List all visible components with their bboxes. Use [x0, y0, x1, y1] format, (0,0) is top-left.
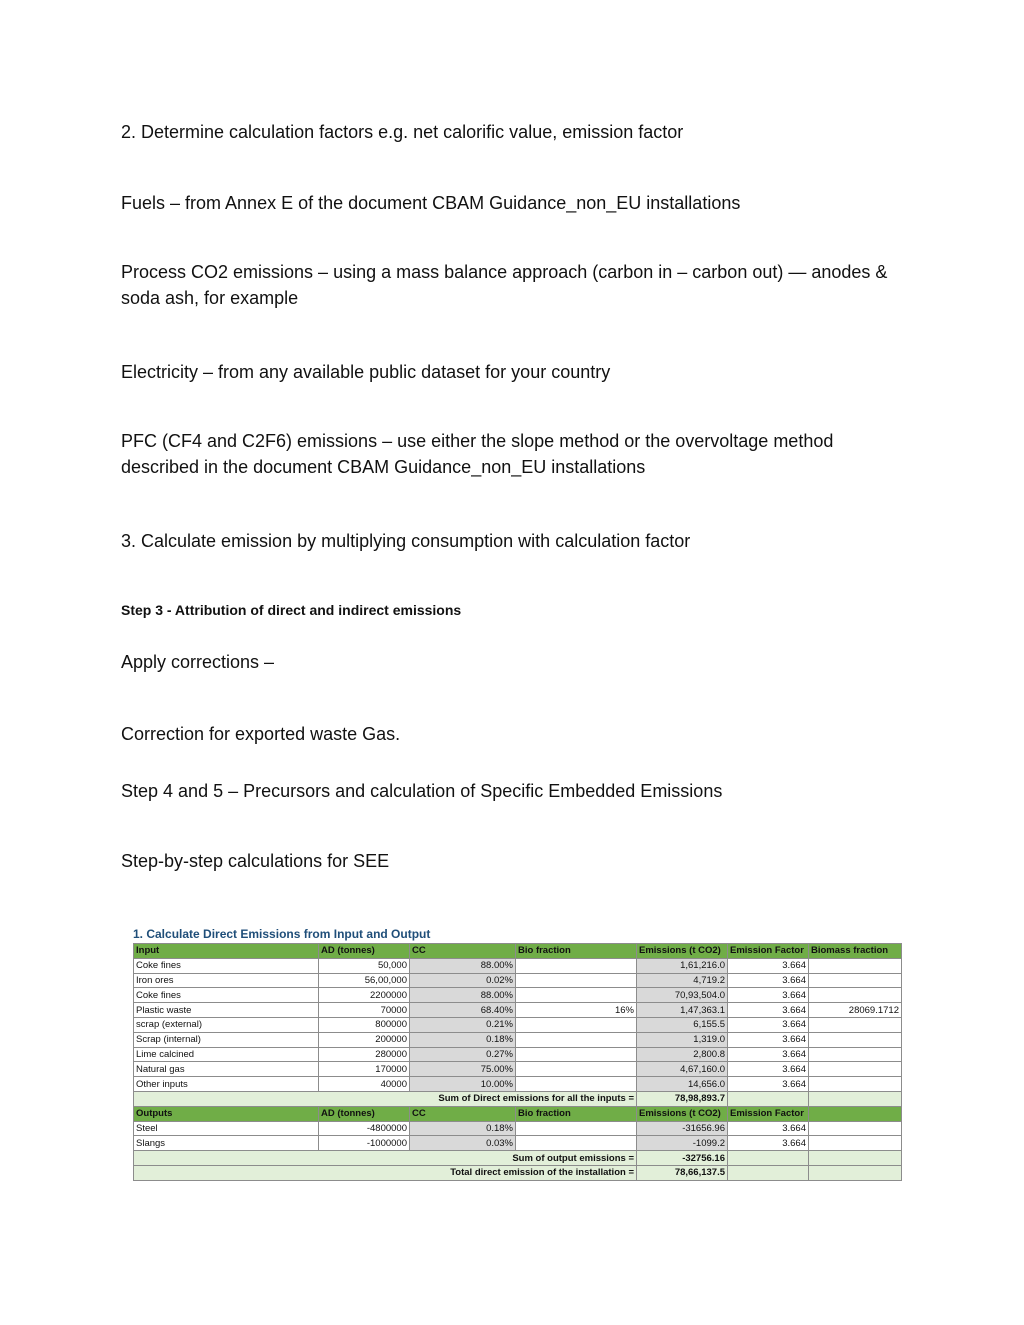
- table-cell: 1,47,363.1: [637, 1003, 728, 1018]
- table-cell: 0.21%: [410, 1017, 516, 1032]
- header-cell: [809, 1106, 902, 1121]
- table-cell: [809, 988, 902, 1003]
- empty-cell: [728, 1165, 809, 1180]
- table-row: [134, 1136, 902, 1151]
- direct-emissions-figure: [133, 925, 901, 1181]
- paragraph-pfc: PFC (CF4 and C2F6) emissions – use either the slope method or the overvoltage method described in the document CBAM Guidance_non_EU installations: [121, 431, 834, 477]
- table-cell: Other inputs: [134, 1077, 319, 1092]
- sum-value: 78,66,137.5: [637, 1165, 728, 1180]
- header-cell: AD (tonnes): [319, 944, 410, 959]
- sum-label: Sum of Direct emissions for all the inputs =: [134, 1091, 637, 1106]
- header-cell: Biomass fraction: [809, 944, 902, 959]
- table-cell: [809, 958, 902, 973]
- table-row: [134, 1047, 902, 1062]
- table-cell: 3.664: [728, 973, 809, 988]
- emissions-table: [133, 943, 902, 1181]
- table-cell: 3.664: [728, 1136, 809, 1151]
- table-cell: 3.664: [728, 1047, 809, 1062]
- table-cell: [516, 988, 637, 1003]
- table-cell: [516, 1032, 637, 1047]
- empty-cell: [809, 1165, 902, 1180]
- table-cell: 3.664: [728, 1003, 809, 1018]
- table-cell: Lime calcined: [134, 1047, 319, 1062]
- paragraph-apply-corrections: Apply corrections –: [121, 652, 275, 672]
- table-cell: [516, 973, 637, 988]
- paragraph-waste-gas: Correction for exported waste Gas.: [121, 724, 401, 744]
- table-cell: 2,800.8: [637, 1047, 728, 1062]
- table-cell: 800000: [319, 1017, 410, 1032]
- paragraph-step4-5: Step 4 and 5 – Precursors and calculation of Specific Embedded Emissions: [121, 781, 723, 801]
- table-row: [134, 1003, 902, 1018]
- table-row: [134, 1077, 902, 1092]
- table-cell: [516, 1017, 637, 1032]
- paragraph-fuels: Fuels – from Annex E of the document CBAM Guidance_non_EU installations: [121, 193, 741, 213]
- table-row: [134, 988, 902, 1003]
- table-cell: [516, 1047, 637, 1062]
- header-cell: CC: [410, 1106, 516, 1121]
- empty-cell: [809, 1091, 902, 1106]
- table-cell: [809, 1077, 902, 1092]
- table-cell: 3.664: [728, 1017, 809, 1032]
- table-cell: -4800000: [319, 1121, 410, 1136]
- table-cell: 0.02%: [410, 973, 516, 988]
- table-cell: 70,93,504.0: [637, 988, 728, 1003]
- header-cell: Outputs: [134, 1106, 319, 1121]
- table-cell: [516, 1121, 637, 1136]
- table-cell: 68.40%: [410, 1003, 516, 1018]
- table-cell: 10.00%: [410, 1077, 516, 1092]
- table-cell: [809, 1121, 902, 1136]
- table-cell: Plastic waste: [134, 1003, 319, 1018]
- table-cell: [516, 958, 637, 973]
- table-cell: 0.27%: [410, 1047, 516, 1062]
- paragraph-electricity: Electricity – from any available public dataset for your country: [121, 362, 611, 382]
- paragraph-calculate-emission: 3. Calculate emission by multiplying consumption with calculation factor: [121, 531, 691, 551]
- table-cell: 14,656.0: [637, 1077, 728, 1092]
- empty-cell: [728, 1091, 809, 1106]
- output-sum-row: [134, 1151, 902, 1166]
- total-row: [134, 1165, 902, 1180]
- table-cell: 6,155.5: [637, 1017, 728, 1032]
- table-cell: 70000: [319, 1003, 410, 1018]
- table-cell: Natural gas: [134, 1062, 319, 1077]
- sum-label: Sum of output emissions =: [134, 1151, 637, 1166]
- table-cell: 3.664: [728, 1077, 809, 1092]
- table-row: [134, 1062, 902, 1077]
- table-cell: 3.664: [728, 1121, 809, 1136]
- table-cell: 1,319.0: [637, 1032, 728, 1047]
- table-cell: 88.00%: [410, 988, 516, 1003]
- table-cell: Scrap (internal): [134, 1032, 319, 1047]
- figure-title: 1. Calculate Direct Emissions from Input and Output: [133, 927, 431, 941]
- table-cell: Coke fines: [134, 958, 319, 973]
- table-cell: 75.00%: [410, 1062, 516, 1077]
- step3-heading: Step 3 - Attribution of direct and indirect emissions: [121, 602, 462, 618]
- table-cell: [809, 1136, 902, 1151]
- table-row: [134, 1017, 902, 1032]
- sum-value: -32756.16: [637, 1151, 728, 1166]
- table-cell: 88.00%: [410, 958, 516, 973]
- table-cell: -1000000: [319, 1136, 410, 1151]
- table-cell: Steel: [134, 1121, 319, 1136]
- table-row: [134, 958, 902, 973]
- table-cell: 2200000: [319, 988, 410, 1003]
- sum-value: 78,98,893.7: [637, 1091, 728, 1106]
- table-cell: 4,719.2: [637, 973, 728, 988]
- table-cell: -31656.96: [637, 1121, 728, 1136]
- output-header-row: [134, 1106, 902, 1121]
- empty-cell: [728, 1151, 809, 1166]
- table-cell: 3.664: [728, 958, 809, 973]
- table-cell: [809, 1062, 902, 1077]
- header-cell: Emissions (t CO2): [637, 1106, 728, 1121]
- table-cell: 1,61,216.0: [637, 958, 728, 973]
- header-cell: Input: [134, 944, 319, 959]
- table-cell: 3.664: [728, 988, 809, 1003]
- paragraph-process-co2: Process CO2 emissions – using a mass balance approach (carbon in – carbon out) — anodes & soda ash, for example: [121, 262, 888, 308]
- empty-cell: [809, 1151, 902, 1166]
- table-cell: [809, 973, 902, 988]
- header-cell: Bio fraction: [516, 944, 637, 959]
- table-cell: Iron ores: [134, 973, 319, 988]
- table-cell: 50,000: [319, 958, 410, 973]
- paragraph-calculation-factors: 2. Determine calculation factors e.g. net calorific value, emission factor: [121, 122, 684, 142]
- table-row: [134, 1032, 902, 1047]
- table-cell: [516, 1136, 637, 1151]
- sum-label: Total direct emission of the installation =: [134, 1165, 637, 1180]
- header-cell: Emission Factor: [728, 1106, 809, 1121]
- table-cell: [809, 1017, 902, 1032]
- table-cell: 28069.1712: [809, 1003, 902, 1018]
- table-row: [134, 1121, 902, 1136]
- table-cell: [516, 1062, 637, 1077]
- table-cell: 16%: [516, 1003, 637, 1018]
- table-cell: 56,00,000: [319, 973, 410, 988]
- table-cell: 3.664: [728, 1032, 809, 1047]
- input-header-row: [134, 944, 902, 959]
- paragraph-see: Step-by-step calculations for SEE: [121, 851, 390, 871]
- table-cell: [516, 1077, 637, 1092]
- table-cell: Slangs: [134, 1136, 319, 1151]
- table-cell: [809, 1032, 902, 1047]
- table-cell: [809, 1047, 902, 1062]
- table-cell: 4,67,160.0: [637, 1062, 728, 1077]
- table-cell: 170000: [319, 1062, 410, 1077]
- table-cell: 280000: [319, 1047, 410, 1062]
- table-cell: 3.664: [728, 1062, 809, 1077]
- table-cell: 200000: [319, 1032, 410, 1047]
- header-cell: Emissions (t CO2): [637, 944, 728, 959]
- input-sum-row: [134, 1091, 902, 1106]
- table-cell: Coke fines: [134, 988, 319, 1003]
- table-cell: scrap (external): [134, 1017, 319, 1032]
- table-cell: -1099.2: [637, 1136, 728, 1151]
- header-cell: CC: [410, 944, 516, 959]
- header-cell: Bio fraction: [516, 1106, 637, 1121]
- header-cell: Emission Factor: [728, 944, 809, 959]
- table-cell: 0.03%: [410, 1136, 516, 1151]
- table-row: [134, 973, 902, 988]
- table-cell: 40000: [319, 1077, 410, 1092]
- table-cell: 0.18%: [410, 1121, 516, 1136]
- header-cell: AD (tonnes): [319, 1106, 410, 1121]
- table-cell: 0.18%: [410, 1032, 516, 1047]
